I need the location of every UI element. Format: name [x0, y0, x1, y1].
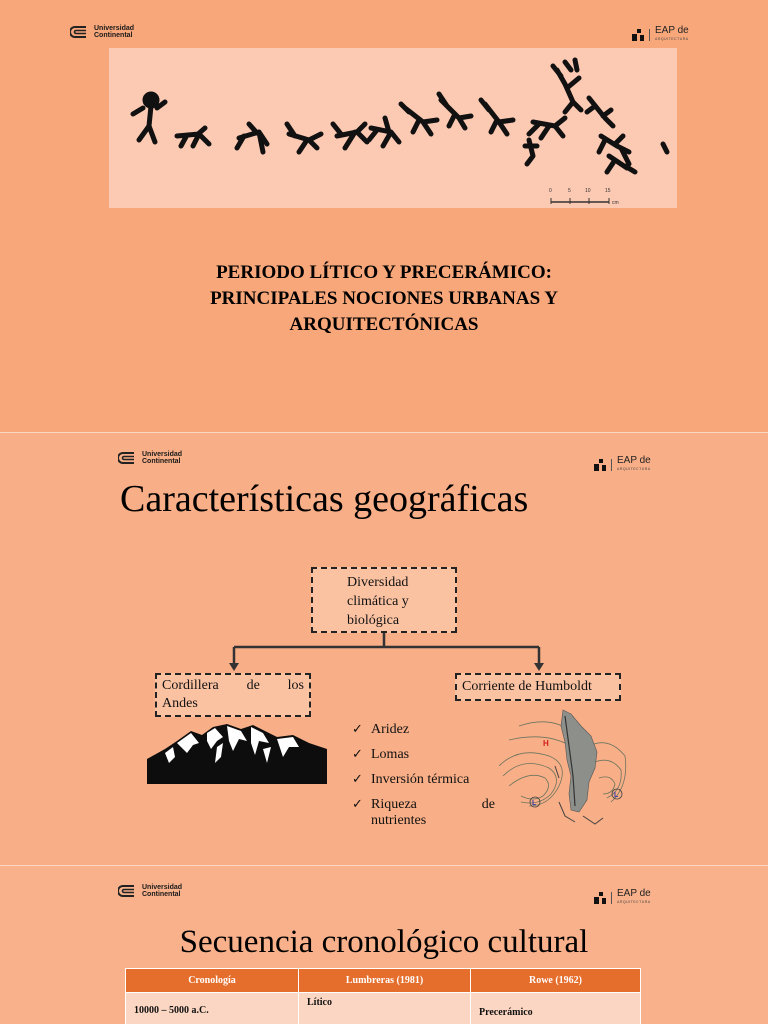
chronology-table	[125, 968, 641, 1024]
andes-word-1: Cordillera	[162, 678, 219, 693]
scale-label-15: 15	[605, 188, 611, 194]
root-line-2: climática y	[347, 594, 409, 609]
diagram-andes-box	[155, 673, 311, 717]
table-header-row	[126, 969, 641, 993]
column-header: Rowe (1962)	[471, 969, 641, 993]
map-label-low-2: L	[614, 792, 619, 799]
column-header: Lumbreras (1981)	[299, 969, 471, 993]
scale-label-10: 10	[585, 188, 591, 194]
scale-label-5: 5	[568, 188, 571, 194]
scale-label-unit: cm	[612, 200, 619, 206]
eap-label: EAP de	[617, 455, 651, 466]
eap-sub: ARQUITECTURA	[655, 37, 689, 41]
title-line-1: PERIODO LÍTICO Y PRECERÁMICO:	[216, 262, 552, 283]
university-name-line2: Continental	[94, 32, 133, 39]
university-name-line2: Continental	[142, 891, 181, 898]
map-label-high: H	[543, 739, 549, 748]
root-line-1: Diversidad	[347, 575, 409, 590]
geography-heading: Características geográficas	[120, 478, 529, 520]
continental-logo-icon	[118, 884, 138, 898]
check-icon: ✓	[352, 747, 363, 762]
diagram-root-box	[311, 567, 457, 633]
table-cell: 10000 – 5000 a.C.	[126, 993, 299, 1024]
table-cell: Precerámico	[471, 993, 641, 1024]
andes-line-2: Andes	[162, 696, 198, 711]
humboldt-label: Corriente de Humboldt	[462, 679, 592, 694]
chronology-heading: Secuencia cronológico cultural	[179, 924, 589, 960]
list-item: ✓ Aridez	[352, 722, 410, 737]
list-item: ✓ Lomas	[352, 747, 410, 762]
table-row	[126, 993, 641, 1024]
andes-word-2: de	[246, 678, 260, 693]
university-name-line2: Continental	[142, 458, 181, 465]
andes-word-3: los	[287, 678, 304, 693]
humboldt-map-icon	[499, 706, 629, 834]
scale-label-0: 0	[549, 188, 552, 194]
check-icon: ✓	[352, 772, 363, 787]
university-name-line1: Universidad	[142, 884, 183, 891]
mountain-icon	[147, 719, 327, 784]
map-label-low-1: L	[532, 800, 537, 807]
column-header: Cronología	[126, 969, 299, 993]
university-logo	[118, 884, 182, 898]
list-item: ✓ Inversión térmica	[352, 772, 470, 787]
eap-mark-icon	[594, 892, 606, 904]
table-cell: Lítico	[299, 993, 471, 1024]
check-icon: ✓	[352, 722, 363, 737]
eap-sub: ARQUITECTURA	[617, 900, 651, 904]
eap-sub: ARQUITECTURA	[617, 467, 651, 471]
list-item: ✓ Riqueza de nutrientes	[352, 797, 495, 828]
eap-label: EAP de	[655, 25, 689, 36]
university-name-line1: Universidad	[94, 25, 135, 32]
eap-logo	[594, 889, 651, 907]
university-name-line1: Universidad	[142, 451, 183, 458]
check-icon: ✓	[352, 797, 363, 812]
eap-label: EAP de	[617, 888, 651, 899]
root-line-3: biológica	[347, 613, 400, 628]
title-line-3: ARQUITECTÓNICAS	[289, 314, 479, 335]
characteristics-list	[352, 720, 502, 834]
diagram-humboldt-box	[455, 673, 621, 701]
title-line-2: PRINCIPALES NOCIONES URBANAS Y	[210, 288, 558, 309]
